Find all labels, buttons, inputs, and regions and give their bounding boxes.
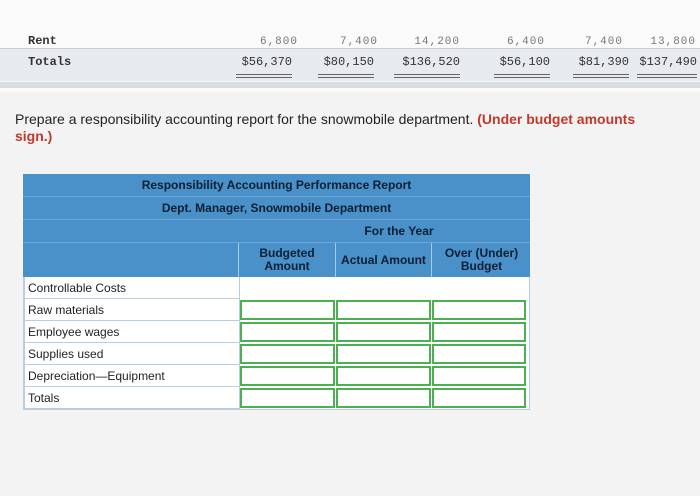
row-label: Controllable Costs — [28, 281, 127, 295]
col-budgeted-line2: Amount — [264, 259, 310, 273]
variance-input[interactable] — [432, 366, 526, 386]
question-instruction: (Under budget amounts — [477, 111, 636, 127]
table-row — [24, 343, 529, 365]
variance-input[interactable] — [432, 322, 526, 342]
question-instruction-cont: sign.) — [15, 128, 53, 144]
totals-value: $56,370 — [241, 55, 292, 69]
col-over-under — [431, 243, 531, 277]
row-label: Employee wages — [28, 325, 120, 339]
variance-input[interactable] — [432, 300, 526, 320]
report-title: Responsibility Accounting Performance Report — [23, 174, 530, 197]
previous-table — [0, 0, 700, 92]
totals-value: $137,490 — [639, 55, 697, 69]
report-period-label: For the Year — [364, 224, 434, 238]
totals-label: Totals — [28, 55, 72, 69]
row-label: Depreciation—Equipment — [28, 369, 165, 383]
col-budgeted — [238, 243, 335, 277]
rent-value: 6,400 — [506, 36, 545, 48]
row-label: Raw materials — [28, 303, 105, 317]
variance-input[interactable] — [432, 344, 526, 364]
report-body — [23, 277, 530, 410]
totals-value: $81,390 — [578, 55, 629, 69]
budgeted-input[interactable] — [240, 344, 335, 364]
question-prompt: Prepare a responsibility accounting report for the snowmobile department. — [15, 111, 474, 127]
table-row — [24, 387, 529, 409]
budgeted-input[interactable] — [240, 388, 335, 408]
table-row — [24, 299, 529, 321]
actual-input[interactable] — [336, 366, 431, 386]
variance-input[interactable] — [432, 388, 526, 408]
report-subtitle: Dept. Manager, Snowmobile Department — [23, 197, 530, 220]
rent-value: 7,400 — [584, 36, 623, 48]
report-period — [23, 220, 530, 243]
question-text — [15, 111, 700, 145]
rent-value: 14,200 — [414, 36, 460, 48]
table-row — [24, 277, 529, 299]
table-row — [24, 321, 529, 343]
col-actual: Actual Amount — [335, 243, 431, 277]
actual-input[interactable] — [336, 388, 431, 408]
row-label: Totals — [28, 391, 60, 405]
col-over-line2: Budget — [460, 259, 503, 273]
rent-label: Rent — [28, 34, 57, 48]
column-headers — [23, 243, 530, 277]
row-label: Supplies used — [28, 347, 104, 361]
responsibility-report — [23, 174, 530, 410]
totals-value: $136,520 — [402, 55, 460, 69]
rent-value: 7,400 — [339, 36, 378, 48]
rent-row — [0, 28, 700, 48]
totals-value: $56,100 — [499, 55, 550, 69]
table-row — [24, 365, 529, 387]
actual-input[interactable] — [336, 344, 431, 364]
actual-input[interactable] — [336, 300, 431, 320]
actual-input[interactable] — [336, 322, 431, 342]
totals-value: $80,150 — [323, 55, 374, 69]
budgeted-input[interactable] — [240, 322, 335, 342]
rent-value: 6,800 — [259, 36, 298, 48]
col-budgeted-line1: Budgeted — [259, 246, 315, 260]
budgeted-input[interactable] — [240, 366, 335, 386]
col-over-line1: Over (Under) — [444, 246, 519, 260]
budgeted-input[interactable] — [240, 300, 335, 320]
rent-value: 13,800 — [650, 36, 696, 48]
